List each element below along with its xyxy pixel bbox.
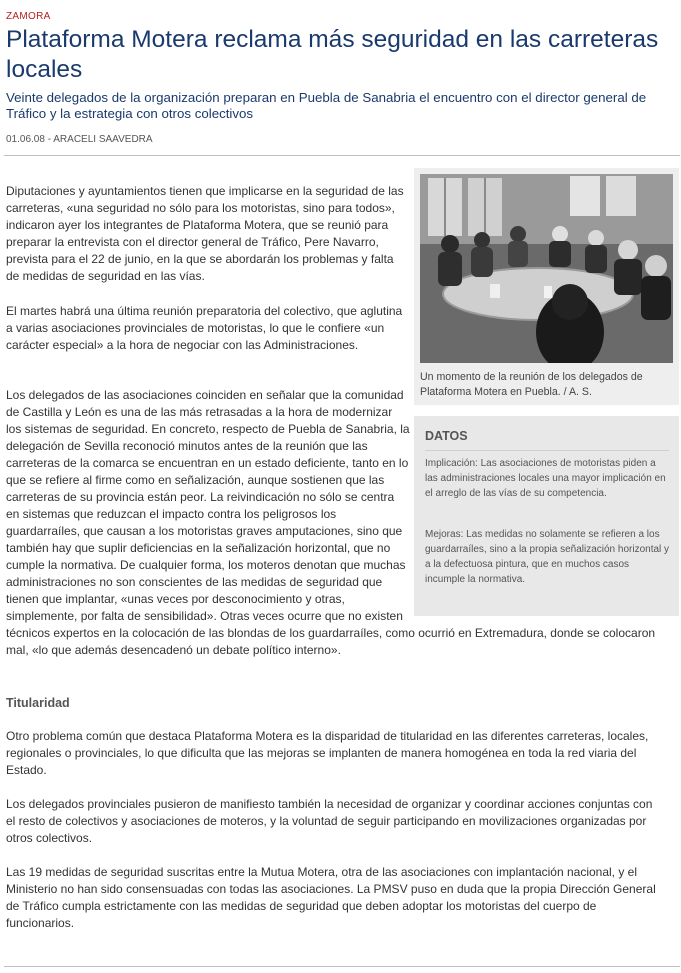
body-paragraph: Otro problema común que destaca Plataforma Motera es la disparidad de titularidad en las diferentes carreteras, locales, regionales o provinciales, lo que dificulta que las mejoras se implanten de manera homogénea en toda la red viaria del Estado. [6,729,649,777]
meeting-photo[interactable] [420,174,673,363]
body-paragraph: Los delegados de las asociaciones coinciden en señalar que la comunidad de Castilla y León es una de las más retrasadas a la hora de modernizar los sistemas de seguridad. En concreto, respecto de Puebla de Sanabria, la delegación de Sevilla reconoció minutos antes de la reunión que las carreteras de la comarca se encuentran en un estado deficiente, tanto en lo que se refiere al firme como en señalización, aunque sostienen que las carreteras de su provincia están peor. La reivindicación no sólo se centra en sistemas que reduzcan el impacto contra los peligrosos los guardarraíles, que causan a los motoristas graves amputaciones, sino que también hay que suplir deficiencias en la señalización horizontal, que no cumple la normativa. De cualquier forma, los moteros denotan que muchas administraciones no son conscientes de las medidas de seguridad que tienen que implantar, «unas veces por desconocimiento y otras, simplemente, por falta de sensibilidad». Otras veces ocurre que no existen técnicos expertos en la colocación de las blondas de los guardarraíles, como ocurrió en Extremadura, donde se colocaron mal, «lo que además desencadenó un debate político interno». [6,387,662,659]
datos-item: Mejoras: Las medidas no solamente se refieren a los guardarraíles, sino a la propia señalización horizontal y a la defectuosa pintura, que en muchos casos incumple la normativa. [425,529,670,585]
bottom-divider [4,966,680,967]
top-divider [4,155,680,156]
body-paragraph: Los delegados provinciales pusieron de manifiesto también la necesidad de organizar y coordinar acciones conjuntas con el resto de colectivos y asociaciones de moteros, y la voluntad de seguir participando en movilizaciones organizadas por otros colectivos. [6,797,653,845]
datos-divider [425,450,669,451]
photo-figure [414,168,679,405]
body-paragraph: El martes habrá una última reunión preparatoria del colectivo, que aglutina a varias asociaciones provinciales de motoristas, lo que le confiere «un carácter especial» a la hora de negociar con las Administraciones. [6,304,403,352]
datos-item: Implicación: Las asociaciones de motoristas piden a las administraciones locales una mayor implicación en el arreglo de las vías de su competencia. [425,458,666,499]
subheadline: Veinte delegados de la organización preparan en Puebla de Sanabria el encuentro con el director general de Tráfico y la estrategia con otros colectivos [6,90,647,121]
photo-caption: Un momento de la reunión de los delegados de Plataforma Motera en Puebla. / A. S. [420,371,643,398]
byline: 01.06.08 - ARACELI SAAVEDRA [6,134,153,145]
headline: Plataforma Motera reclama más seguridad en las carreteras locales [6,26,659,83]
datos-box [414,416,679,616]
section-heading: Titularidad [6,696,70,710]
datos-title: DATOS [425,429,468,443]
section-label[interactable]: ZAMORA [6,11,51,22]
body-paragraph: Diputaciones y ayuntamientos tienen que implicarse en la seguridad de las carreteras, «una seguridad no sólo para los motoristas, sino para todos», indicaron ayer los integrantes de Plataforma Motera, que se reunió para preparar la entrevista con el director general de Tráfico, Pere Navarro, prevista para el 22 de junio, en la que se abordarán los problemas y falta de medidas de seguridad en las vías. [6,184,404,283]
body-paragraph: Las 19 medidas de seguridad suscritas entre la Mutua Motera, otra de las asociaciones con implantación nacional, y el Ministerio no han sido consensuadas con todas las asociaciones. La PMSV puso en duda que la propia Dirección General de Tráfico cumpla estrictamente con las medidas de seguridad que deben adoptar los motoristas del cuerpo de funcionarios. [6,865,656,930]
